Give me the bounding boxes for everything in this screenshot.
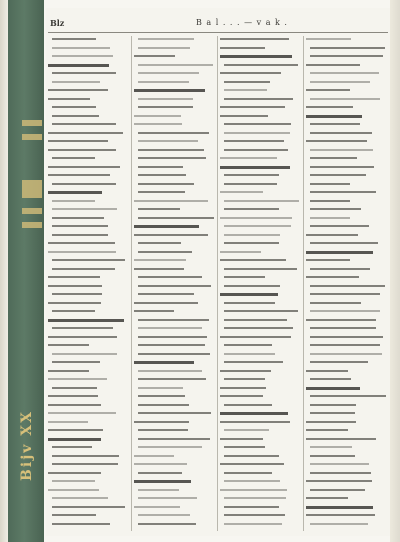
entry-text-line (138, 72, 199, 74)
text-column-3 (220, 36, 300, 536)
entry-text-line (138, 336, 207, 338)
entry-text-line (220, 115, 268, 117)
entry-text-line (138, 387, 183, 389)
entry-text-line (224, 200, 299, 202)
entry-headword-line (134, 480, 191, 483)
entry-text-line (224, 480, 280, 482)
entry-text-line (220, 463, 284, 465)
entry-text-line (310, 404, 356, 406)
entry-text-line (310, 242, 378, 244)
entry-text-line (310, 378, 351, 380)
entry-text-line (306, 276, 359, 278)
entry-text-line (138, 523, 196, 525)
entry-text-line (220, 421, 290, 423)
entry-text-line (310, 191, 376, 193)
entry-text-line (138, 183, 194, 185)
entry-text-line (52, 72, 116, 74)
entry-text-line (310, 268, 370, 270)
entry-text-line (306, 497, 348, 499)
entry-text-line (52, 523, 110, 525)
entry-text-line (134, 506, 180, 508)
entry-text-line (138, 395, 185, 397)
entry-text-line (52, 293, 102, 295)
entry-text-line (306, 64, 360, 66)
entry-text-line (134, 200, 208, 202)
entry-text-line (138, 344, 205, 346)
entry-text-line (48, 251, 116, 253)
entry-text-line (138, 149, 204, 151)
text-column-1 (48, 36, 128, 536)
entry-text-line (224, 506, 279, 508)
entry-headword-line (306, 251, 373, 254)
entry-text-line (52, 268, 115, 270)
entry-text-line (306, 319, 376, 321)
entry-text-line (224, 174, 279, 176)
entry-text-line (220, 106, 285, 108)
entry-text-line (310, 310, 380, 312)
text-columns (46, 36, 390, 536)
entry-text-line (48, 149, 116, 151)
entry-text-line (310, 361, 368, 363)
entry-text-line (138, 174, 186, 176)
entry-text-line (138, 293, 194, 295)
book-spine (8, 0, 44, 542)
entry-text-line (48, 98, 90, 100)
page-number: Blz (50, 18, 65, 28)
entry-text-line (48, 489, 99, 491)
entry-text-line (220, 259, 286, 261)
entry-text-line (134, 463, 187, 465)
entry-text-line (310, 353, 382, 355)
entry-text-line (52, 361, 100, 363)
entry-text-line (48, 336, 117, 338)
entry-headword-line (220, 293, 278, 296)
entry-text-line (224, 472, 272, 474)
page-edge-left (0, 0, 8, 542)
entry-text-line (310, 200, 350, 202)
header-rule (48, 32, 388, 33)
entry-text-line (134, 310, 174, 312)
entry-text-line (306, 259, 350, 261)
entry-headword-line (220, 166, 290, 169)
entry-text-line (224, 64, 298, 66)
entry-text-line (306, 421, 356, 423)
dictionary-page (46, 8, 390, 536)
entry-text-line (52, 106, 96, 108)
entry-text-line (220, 336, 291, 338)
spine-band (22, 134, 42, 140)
entry-text-line (48, 472, 101, 474)
entry-text-line (138, 327, 202, 329)
entry-text-line (48, 140, 108, 142)
entry-text-line (52, 446, 92, 448)
entry-text-line (52, 259, 125, 261)
entry-text-line (310, 285, 385, 287)
entry-text-line (306, 234, 358, 236)
entry-text-line (224, 276, 265, 278)
entry-text-line (224, 523, 282, 525)
entry-text-line (306, 480, 372, 482)
entry-text-line (134, 55, 175, 57)
entry-text-line (138, 412, 211, 414)
entry-text-line (52, 455, 119, 457)
entry-text-line (138, 251, 192, 253)
entry-text-line (48, 404, 101, 406)
entry-text-line (52, 225, 108, 227)
entry-text-line (310, 208, 361, 210)
text-column-2 (134, 36, 214, 536)
entry-text-line (134, 234, 208, 236)
entry-text-line (310, 489, 365, 491)
entry-text-line (138, 47, 190, 49)
entry-text-line (48, 429, 103, 431)
entry-text-line (220, 438, 263, 440)
running-head: B a l . . . — v a k . (196, 18, 288, 27)
entry-text-line (310, 293, 380, 295)
entry-text-line (224, 98, 293, 100)
entry-text-line (48, 276, 100, 278)
entry-text-line (310, 463, 369, 465)
entry-headword-line (134, 225, 199, 228)
entry-text-line (138, 64, 213, 66)
entry-text-line (224, 497, 286, 499)
entry-text-line (224, 446, 265, 448)
entry-text-line (52, 123, 116, 125)
entry-text-line (138, 98, 193, 100)
entry-text-line (52, 234, 108, 236)
entry-text-line (224, 344, 272, 346)
entry-text-line (220, 191, 263, 193)
entry-text-line (310, 217, 350, 219)
entry-text-line (138, 497, 197, 499)
entry-text-line (52, 81, 100, 83)
entry-text-line (52, 208, 117, 210)
entry-text-line (224, 378, 265, 380)
entry-text-line (310, 225, 369, 227)
entry-text-line (224, 234, 280, 236)
entry-headword-line (220, 412, 288, 415)
entry-headword-line (306, 115, 362, 118)
entry-text-line (306, 429, 348, 431)
entry-text-line (310, 183, 350, 185)
entry-text-line (224, 353, 275, 355)
entry-text-line (224, 327, 293, 329)
entry-text-line (52, 55, 113, 57)
entry-text-line (52, 310, 95, 312)
entry-text-line (224, 514, 285, 516)
entry-text-line (52, 480, 95, 482)
entry-text-line (48, 132, 123, 134)
entry-text-line (52, 387, 97, 389)
entry-text-line (224, 404, 272, 406)
entry-headword-line (134, 361, 194, 364)
entry-text-line (310, 166, 374, 168)
spine-band (22, 120, 42, 126)
entry-text-line (52, 217, 104, 219)
entry-text-line (138, 514, 190, 516)
entry-text-line (48, 166, 120, 168)
entry-text-line (48, 370, 89, 372)
entry-text-line (224, 242, 279, 244)
entry-text-line (224, 429, 269, 431)
entry-text-line (48, 285, 102, 287)
entry-text-line (310, 302, 361, 304)
entry-text-line (310, 55, 383, 57)
entry-text-line (52, 47, 110, 49)
entry-headword-line (306, 387, 360, 390)
entry-text-line (134, 302, 198, 304)
entry-text-line (138, 378, 206, 380)
entry-headword-line (48, 64, 109, 67)
entry-text-line (134, 455, 174, 457)
entry-text-line (52, 157, 95, 159)
entry-text-line (48, 378, 107, 380)
entry-headword-line (220, 55, 292, 58)
entry-headword-line (48, 191, 102, 194)
text-column-4 (306, 36, 386, 536)
entry-text-line (224, 149, 288, 151)
entry-text-line (306, 514, 375, 516)
entry-text-line (224, 361, 283, 363)
page-header (46, 16, 390, 32)
entry-text-line (220, 251, 261, 253)
entry-text-line (138, 157, 206, 159)
entry-text-line (138, 38, 194, 40)
entry-text-line (224, 319, 287, 321)
entry-text-line (138, 106, 193, 108)
entry-text-line (310, 157, 357, 159)
entry-text-line (310, 132, 372, 134)
entry-text-line (306, 38, 351, 40)
spine-block (22, 180, 42, 198)
entry-text-line (220, 72, 281, 74)
entry-text-line (134, 123, 182, 125)
entry-headword-line (134, 89, 205, 92)
entry-headword-line (48, 438, 101, 441)
entry-text-line (52, 497, 108, 499)
entry-text-line (310, 149, 373, 151)
entry-text-line (310, 98, 380, 100)
entry-text-line (224, 302, 275, 304)
entry-text-line (310, 446, 352, 448)
entry-text-line (138, 208, 180, 210)
entry-text-line (134, 259, 186, 261)
entry-text-line (310, 455, 355, 457)
entry-text-line (138, 276, 202, 278)
entry-text-line (310, 327, 376, 329)
entry-text-line (48, 174, 110, 176)
entry-text-line (306, 140, 367, 142)
entry-text-line (138, 370, 202, 372)
entry-text-line (52, 353, 117, 355)
entry-text-line (310, 523, 368, 525)
entry-text-line (52, 327, 113, 329)
entry-text-line (52, 200, 95, 202)
entry-text-line (220, 489, 287, 491)
entry-text-line (220, 395, 263, 397)
entry-text-line (310, 72, 379, 74)
entry-text-line (138, 242, 181, 244)
entry-text-line (220, 387, 266, 389)
entry-text-line (310, 412, 355, 414)
entry-text-line (138, 446, 202, 448)
entry-text-line (310, 174, 366, 176)
entry-text-line (220, 370, 271, 372)
entry-text-line (138, 140, 198, 142)
entry-text-line (138, 285, 211, 287)
entry-text-line (138, 319, 209, 321)
entry-text-line (138, 132, 209, 134)
entry-text-line (52, 38, 96, 40)
entry-text-line (48, 344, 89, 346)
entry-text-line (48, 89, 108, 91)
entry-text-line (48, 412, 116, 414)
entry-text-line (48, 242, 115, 244)
spine-band (22, 208, 42, 214)
entry-text-line (138, 489, 179, 491)
page-edge-right (390, 0, 400, 542)
entry-text-line (48, 302, 101, 304)
entry-text-line (306, 89, 350, 91)
entry-text-line (138, 353, 210, 355)
entry-text-line (134, 421, 189, 423)
entry-text-line (224, 81, 270, 83)
entry-text-line (48, 395, 98, 397)
entry-text-line (224, 268, 297, 270)
entry-text-line (310, 395, 386, 397)
entry-text-line (52, 514, 96, 516)
entry-text-line (224, 140, 284, 142)
entry-text-line (310, 344, 380, 346)
entry-text-line (52, 463, 118, 465)
entry-headword-line (48, 319, 124, 322)
entry-text-line (306, 438, 376, 440)
entry-text-line (48, 421, 88, 423)
entry-text-line (138, 429, 188, 431)
entry-text-line (224, 183, 277, 185)
entry-text-line (310, 472, 371, 474)
entry-text-line (138, 472, 182, 474)
entry-text-line (224, 132, 290, 134)
entry-text-line (224, 123, 291, 125)
entry-text-line (224, 89, 267, 91)
entry-text-line (138, 217, 214, 219)
entry-text-line (138, 438, 210, 440)
entry-text-line (224, 225, 291, 227)
spine-band (22, 222, 42, 228)
entry-text-line (220, 217, 292, 219)
entry-text-line (52, 506, 125, 508)
entry-text-line (138, 191, 185, 193)
entry-text-line (52, 115, 99, 117)
entry-text-line (138, 404, 189, 406)
entry-text-line (220, 47, 265, 49)
entry-text-line (220, 157, 277, 159)
entry-text-line (138, 81, 189, 83)
entry-text-line (134, 268, 184, 270)
entry-text-line (138, 166, 183, 168)
entry-text-line (310, 336, 383, 338)
entry-text-line (224, 455, 279, 457)
entry-text-line (52, 183, 116, 185)
entry-text-line (224, 310, 298, 312)
entry-text-line (310, 81, 370, 83)
entry-text-line (224, 208, 279, 210)
entry-text-line (224, 285, 280, 287)
entry-text-line (220, 38, 289, 40)
entry-text-line (306, 370, 348, 372)
entry-text-line (306, 106, 353, 108)
entry-headword-line (306, 506, 373, 509)
entry-text-line (310, 123, 360, 125)
spine-label: Bijv XX (19, 410, 35, 481)
entry-text-line (134, 115, 181, 117)
entry-text-line (310, 47, 385, 49)
